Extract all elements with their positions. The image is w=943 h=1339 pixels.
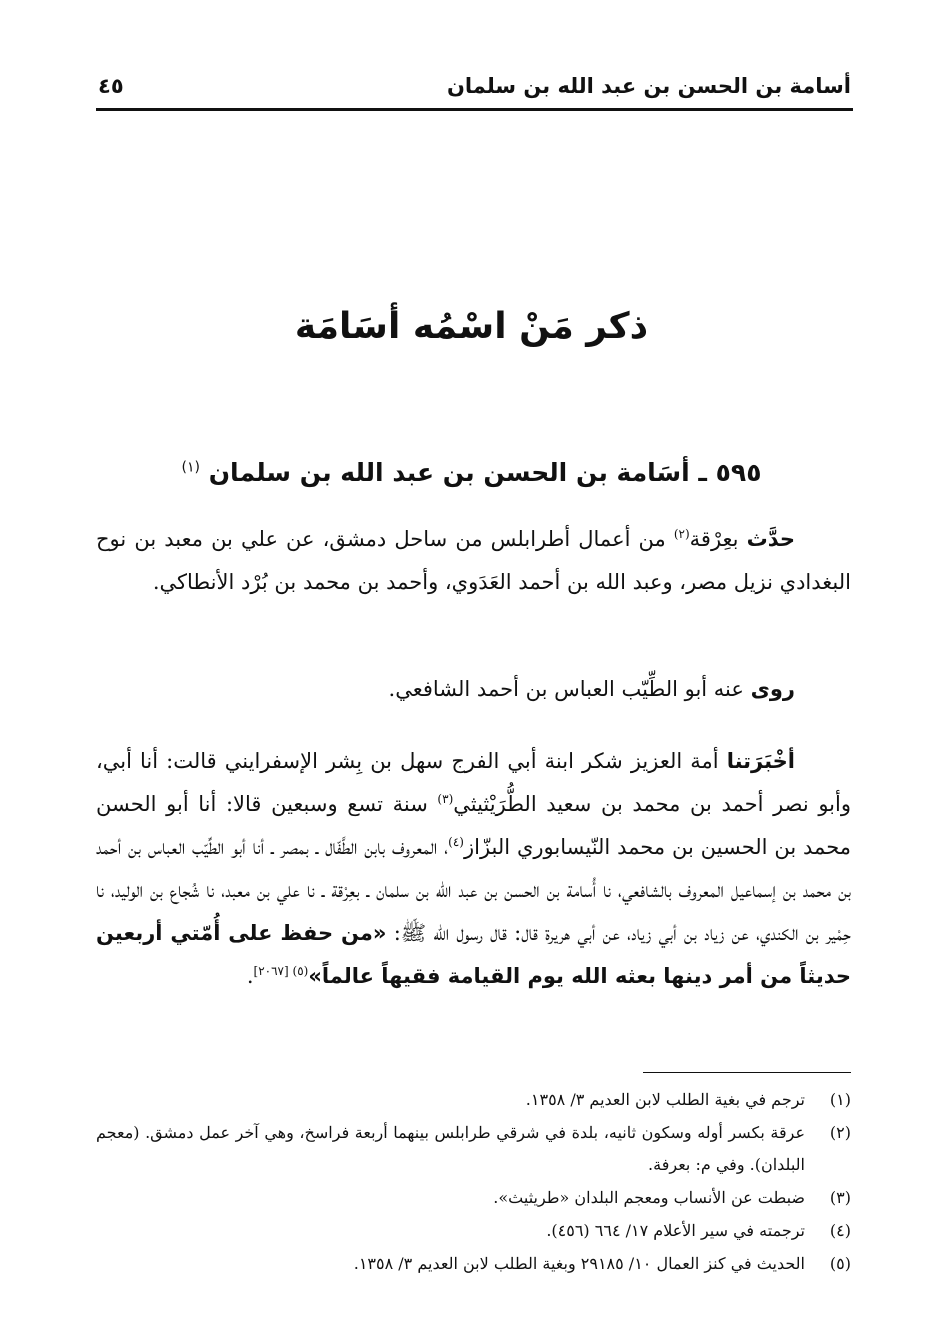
paragraph-narration: [96, 518, 851, 604]
footnote: [96, 1248, 851, 1280]
paragraph-text: سنة تسع وسبعين قالا: أنا أبو الحسن محمد بن الحسين بن محمد النّيسابوري البزّاز: [96, 792, 851, 859]
footnote: [96, 1084, 851, 1116]
footnote-text: ضبطت عن الأنساب ومعجم البلدان «طريثيث».: [493, 1188, 805, 1207]
footnote-text: الحديث في كنز العمال ١٠/ ٢٩١٨٥ وبغية الطلب لابن العديم ٣/ ١٣٥٨.: [353, 1254, 805, 1273]
footnote-text: عرقة بكسر أوله وسكون ثانيه، بلدة في شرقي طرابلس بينهما أربعة فراسخ، وهي آخر عمل دمشق. (معجم البلدان). وفي م: بعرفة.: [96, 1123, 805, 1174]
entry-heading: [96, 458, 847, 487]
paragraph-text: بعِرْقة: [689, 527, 747, 551]
footnote-text: ترجمته في سير الأعلام ١٧/ ٦٦٤ (٤٥٦).: [546, 1221, 805, 1240]
paragraph-lead-word: روى: [750, 677, 795, 701]
footnote-text: ترجم في بغية الطلب لابن العديم ٣/ ١٣٥٨.: [525, 1090, 805, 1109]
footnote-divider: [643, 1072, 851, 1073]
entry-heading-text: ٥٩٥ ـ أسَامة بن الحسن بن عبد الله بن سلمان: [208, 458, 762, 487]
footnote-number: (١): [829, 1090, 851, 1109]
footnote-number: (٣): [829, 1188, 851, 1207]
footnote-ref-5: (٥): [292, 964, 309, 978]
paragraph-text: ، المعروف بابن الطَّفّال ـ بمصر ـ أنا أبو الطِّيّب العباس بن أحمد بن محمد بن إسماعيل المعروف بالشافعي، نا أُسامة بن الحسن بن عبد الله بن سلمان ـ بعِرْقة ـ نا علي بن معبد، نا شُجاع بن الوليد، نا حِمْير بن الكندي، عن زياد بن أبي زياد، عن أبي هريرة قال: قال رسول الله ﷺ:: [96, 835, 852, 945]
footnote-number: (٤): [829, 1221, 851, 1240]
paragraph-isnad: [96, 740, 851, 998]
page-number: ٤٥: [98, 74, 124, 98]
hadith-reference-number: [٢٠٦٧]: [253, 964, 293, 978]
header-divider: [96, 108, 853, 111]
footnote-ref-1: (١): [181, 459, 200, 476]
footnote: [96, 1215, 851, 1247]
running-header: [98, 72, 851, 106]
paragraph-text: عنه أبو الطِّيّب العباس بن أحمد الشافعي.: [388, 677, 751, 701]
hadith-quote: «من حفظ على أُمّتي أربعين حديثاً من أمر دينها بعثه الله يوم القيامة فقيهاً عالماً»: [96, 921, 851, 988]
chapter-title: ذكر مَنْ اسْمُه أسَامَة: [294, 306, 649, 347]
paragraph-end: .: [246, 964, 254, 988]
paragraph-text: أمة العزيز شكر ابنة أبي الفرج سهل بن بِشر الإسفرايني قالت: أنا أبي، وأبو نصر أحمد بن محمد بن سعيد الطُّرَيْثيثي: [96, 749, 851, 816]
header-title: أسامة بن الحسن بن عبد الله بن سلمان: [446, 74, 851, 98]
paragraph-lead-word: حدَّث: [746, 527, 795, 551]
footnote: [96, 1182, 851, 1214]
footnote-ref-4: (٤): [448, 835, 464, 849]
paragraph-lead-word: أخْبَرَتنا: [726, 749, 795, 773]
footnote-number: (٥): [829, 1254, 851, 1273]
paragraph-transmitters: [96, 668, 851, 711]
footnote-ref-3: (٣): [437, 792, 454, 806]
footnotes: [96, 1084, 851, 1281]
footnote-ref-2: (٢): [673, 527, 690, 541]
paragraph-text: من أعمال أطرابلس من ساحل دمشق، عن علي بن معبد بن نوح البغدادي نزيل مصر، وعبد الله بن أحمد العَدَوي، وأحمد بن محمد بن بُرْد الأنطاكي.: [96, 527, 851, 594]
footnote-number: (٢): [829, 1123, 851, 1142]
footnote: [96, 1117, 851, 1181]
